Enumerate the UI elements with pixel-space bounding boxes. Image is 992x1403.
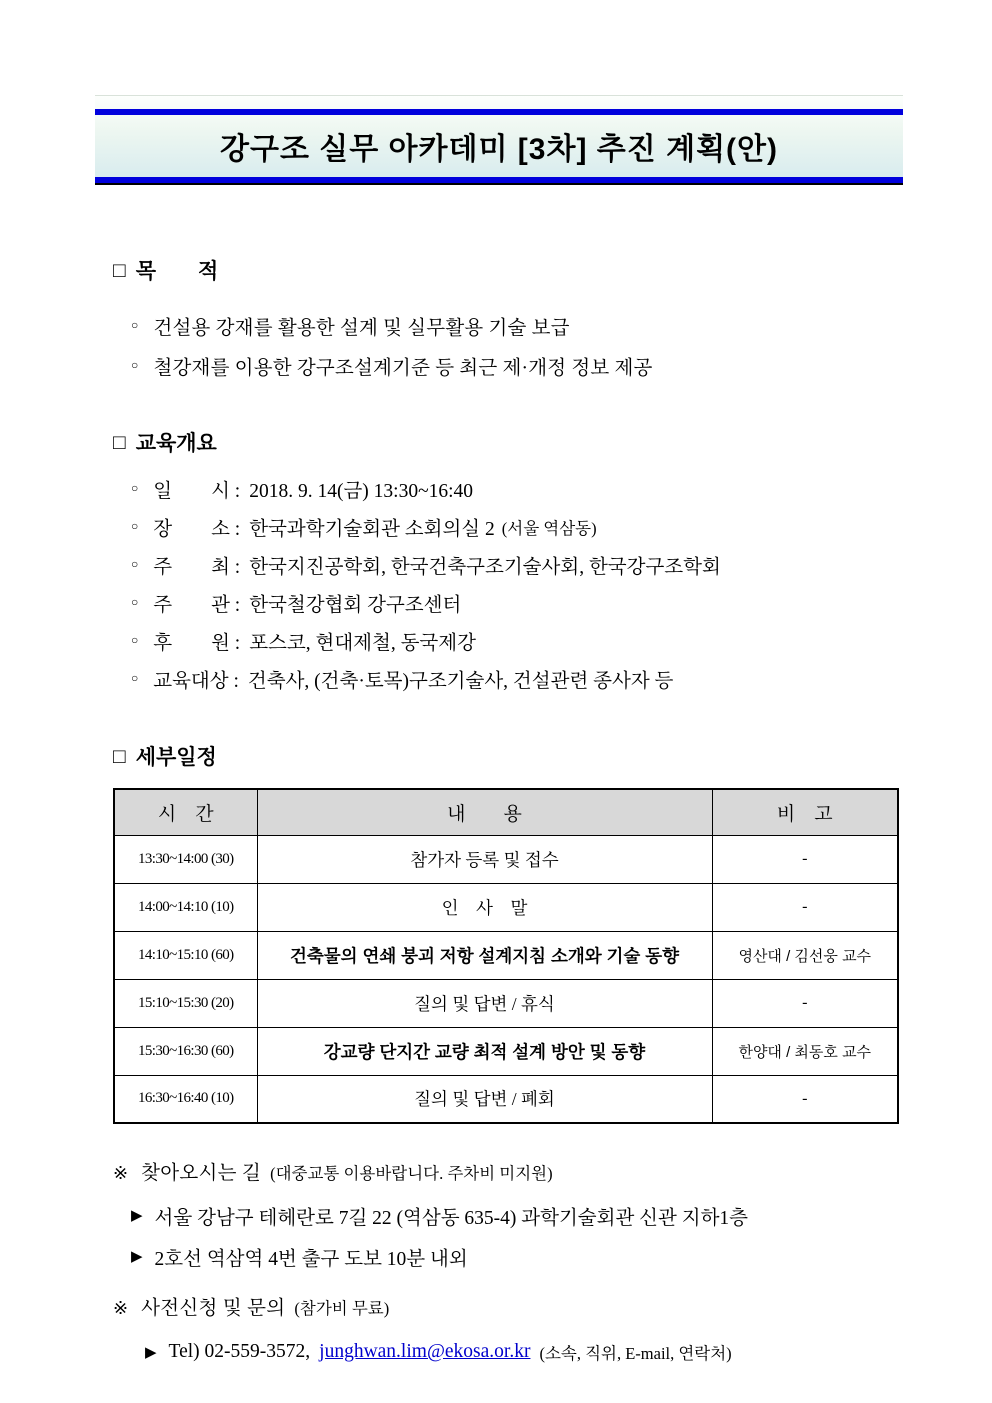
purpose-list <box>131 306 992 386</box>
arrow-bullet-icon: ▶ <box>131 1208 143 1224</box>
circle-bullet-icon: ○ <box>131 317 139 332</box>
column-header-content: 내 용 <box>257 789 712 835</box>
overview-item-label: 교육대상 : <box>153 671 239 692</box>
arrow-bullet-icon: ▶ <box>145 1344 157 1361</box>
square-bullet-icon: □ <box>113 259 126 282</box>
overview-item-label: 일 시 : <box>153 481 241 502</box>
purpose-item-text: 철강재를 이용한 강구조설계기준 등 최근 제·개정 정보 제공 <box>153 358 653 379</box>
overview-heading-label: 교육개요 <box>135 432 217 455</box>
overview-section <box>0 430 992 698</box>
list-item <box>131 306 992 346</box>
circle-bullet-icon: ○ <box>131 556 139 571</box>
schedule-remark: 영산대 / 김선웅 교수 <box>712 931 898 979</box>
schedule-content: 건축물의 연쇄 붕괴 저항 설계지침 소개와 기술 동향 <box>257 931 712 979</box>
reference-mark-icon: ※ <box>113 1298 129 1318</box>
directions-item-text: 서울 강남구 테헤란로 7길 22 (역삼동 635-4) 과학기술회관 신관 지하1층 <box>154 1207 748 1229</box>
overview-item-value: 한국과학기술회관 소회의실 2 <box>249 519 495 540</box>
schedule-content: 인 사 말 <box>257 883 712 931</box>
contact-section <box>113 1292 992 1370</box>
list-item <box>131 470 992 508</box>
directions-section <box>113 1157 992 1277</box>
title-banner <box>95 95 903 185</box>
overview-item-value: 건축사, (건축·토목)구조기술사, 건설관련 종사자 등 <box>247 671 674 692</box>
schedule-remark: 한양대 / 최동호 교수 <box>712 1027 898 1075</box>
purpose-section <box>0 258 992 386</box>
schedule-time: 15:10~15:30 (20) <box>114 979 257 1027</box>
schedule-content: 참가자 등록 및 접수 <box>257 835 712 883</box>
list-item <box>131 546 992 584</box>
purpose-heading-label: 목 적 <box>135 260 219 283</box>
list-item <box>131 660 992 698</box>
list-item <box>131 1236 992 1277</box>
contact-heading <box>113 1292 992 1320</box>
purpose-heading <box>113 258 992 285</box>
table-row <box>114 931 898 979</box>
page-title: 강구조 실무 아카데미 [3차] 추진 계획(안) <box>219 133 779 166</box>
schedule-time: 14:00~14:10 (10) <box>114 883 257 931</box>
list-item <box>131 1195 992 1236</box>
overview-item-value: 한국지진공학회, 한국건축구조기술사회, 한국강구조학회 <box>249 557 721 578</box>
circle-bullet-icon: ○ <box>131 632 139 647</box>
circle-bullet-icon: ○ <box>131 670 139 685</box>
schedule-time: 15:30~16:30 (60) <box>114 1027 257 1075</box>
contact-email-link[interactable]: junghwan.lim@ekosa.or.kr <box>319 1341 531 1362</box>
contact-heading-label: 사전신청 및 문의 <box>141 1298 286 1319</box>
table-row <box>114 1075 898 1123</box>
circle-bullet-icon: ○ <box>131 518 139 533</box>
schedule-heading <box>113 744 992 771</box>
schedule-time: 16:30~16:40 (10) <box>114 1075 257 1123</box>
title-banner-inner <box>95 109 903 183</box>
contact-email-note: (소속, 직위, E-mail, 연락처) <box>539 1344 732 1363</box>
schedule-section <box>0 744 992 1124</box>
list-item <box>145 1334 992 1370</box>
overview-item-value: 포스코, 현대제철, 동국제강 <box>249 633 476 654</box>
overview-item-label: 주 최 : <box>153 557 241 578</box>
reference-mark-icon: ※ <box>113 1163 129 1183</box>
overview-item-label: 주 관 : <box>153 595 241 616</box>
schedule-content: 질의 및 답변 / 폐회 <box>257 1075 712 1123</box>
square-bullet-icon: □ <box>113 745 126 768</box>
table-row <box>114 979 898 1027</box>
directions-item-text: 2호선 역삼역 4번 출구 도보 10분 내외 <box>154 1248 468 1270</box>
table-header-row <box>114 789 898 835</box>
overview-heading <box>113 430 992 457</box>
table-row <box>114 883 898 931</box>
list-item <box>131 584 992 622</box>
schedule-remark: - <box>712 1075 898 1123</box>
overview-item-value: 2018. 9. 14(금) 13:30~16:40 <box>249 481 474 502</box>
square-bullet-icon: □ <box>113 431 126 454</box>
overview-item-label: 장 소 : <box>153 519 241 540</box>
schedule-remark: - <box>712 979 898 1027</box>
overview-list <box>131 470 992 698</box>
schedule-content: 강교량 단지간 교량 최적 설계 방안 및 동향 <box>257 1027 712 1075</box>
schedule-remark: - <box>712 883 898 931</box>
table-row <box>114 1027 898 1075</box>
circle-bullet-icon: ○ <box>131 357 139 372</box>
directions-heading <box>113 1157 992 1185</box>
contact-heading-note: (참가비 무료) <box>294 1299 390 1318</box>
arrow-bullet-icon: ▶ <box>131 1249 143 1265</box>
list-item <box>131 508 992 546</box>
list-item <box>131 622 992 660</box>
circle-bullet-icon: ○ <box>131 480 139 495</box>
circle-bullet-icon: ○ <box>131 594 139 609</box>
overview-item-label: 후 원 : <box>153 633 241 654</box>
contact-tel-text: Tel) 02-559-3572, <box>168 1341 311 1362</box>
overview-item-value: 한국철강협회 강구조센터 <box>249 595 462 616</box>
overview-item-note: (서울 역삼동) <box>501 519 597 538</box>
schedule-time: 14:10~15:10 (60) <box>114 931 257 979</box>
table-row <box>114 835 898 883</box>
column-header-remark: 비 고 <box>712 789 898 835</box>
schedule-time: 13:30~14:00 (30) <box>114 835 257 883</box>
purpose-item-text: 건설용 강재를 활용한 설계 및 실무활용 기술 보급 <box>153 318 570 339</box>
schedule-heading-label: 세부일정 <box>135 746 217 769</box>
schedule-content: 질의 및 답변 / 휴식 <box>257 979 712 1027</box>
directions-heading-label: 찾아오시는 길 <box>141 1163 262 1184</box>
list-item <box>131 346 992 386</box>
contact-list <box>131 1334 992 1370</box>
schedule-table <box>113 788 899 1124</box>
column-header-time: 시 간 <box>114 789 257 835</box>
schedule-remark: - <box>712 835 898 883</box>
directions-list <box>131 1195 992 1277</box>
directions-heading-note: (대중교통 이용바랍니다. 주차비 미지원) <box>270 1164 553 1183</box>
